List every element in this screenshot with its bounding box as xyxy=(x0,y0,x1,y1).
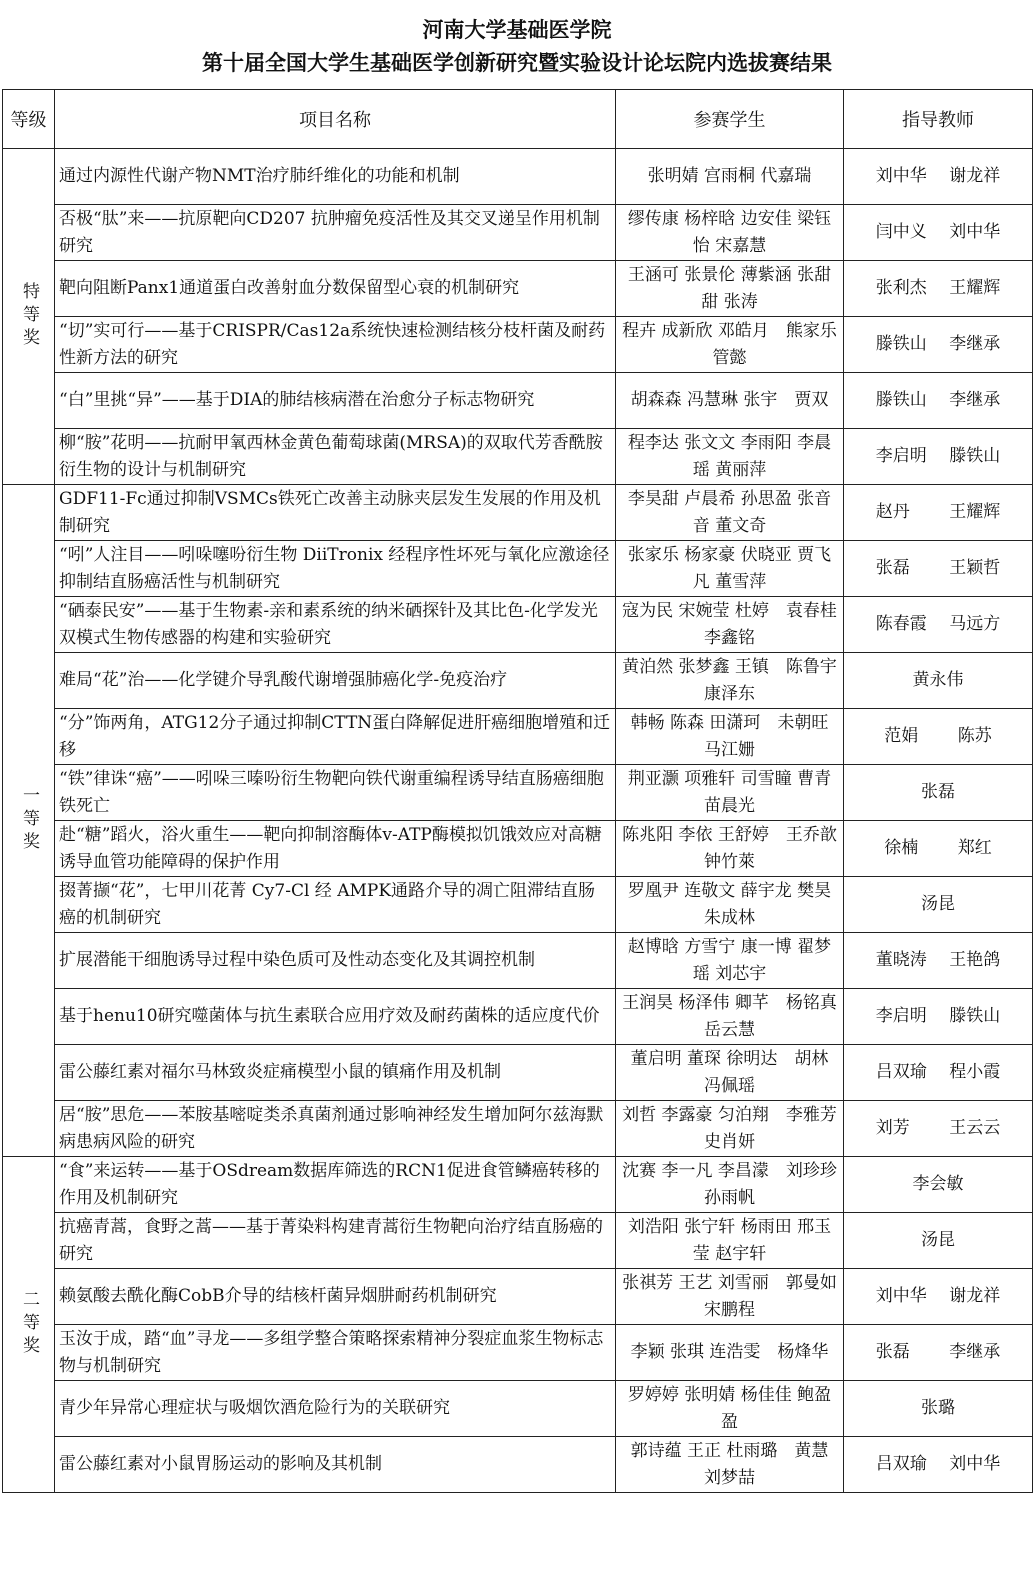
students-cell: 董启明 董琛 徐明达 胡林 冯佩瑶 xyxy=(616,1045,844,1101)
table-row xyxy=(3,989,1033,1045)
project-cell: 柳“胺”花明——抗耐甲氧西林金黄色葡萄球菌(MRSA)的双取代芳香酰胺衍生物的设计与机制研究 xyxy=(55,429,616,485)
teachers-cell: 张磊 李继承 xyxy=(844,1325,1033,1381)
results-body xyxy=(3,149,1033,1493)
project-cell: 玉汝于成，踏“血”寻龙——多组学整合策略探索精神分裂症血浆生物标志物与机制研究 xyxy=(55,1325,616,1381)
grade-label: 一等奖 xyxy=(3,485,55,1157)
header-row xyxy=(3,90,1033,149)
table-row xyxy=(3,1045,1033,1101)
teachers-cell: 黄永伟 xyxy=(844,653,1033,709)
project-cell: 抗癌青蒿，食野之蒿——基于菁染料构建青蒿衍生物靶向治疗结直肠癌的研究 xyxy=(55,1213,616,1269)
teachers-cell: 张璐 xyxy=(844,1381,1033,1437)
teachers-cell: 汤昆 xyxy=(844,877,1033,933)
students-cell: 李颖 张琪 连浩雯 杨烽华 xyxy=(616,1325,844,1381)
table-row xyxy=(3,205,1033,261)
students-cell: 陈兆阳 李依 王舒婷 王乔歆 钟竹萊 xyxy=(616,821,844,877)
teachers-cell: 刘中华 谢龙祥 xyxy=(844,149,1033,205)
students-cell: 荆亚灏 项雅轩 司雪瞳 曹青 苗晨光 xyxy=(616,765,844,821)
students-cell: 王涵可 张景伦 薄紫涵 张甜甜 张涛 xyxy=(616,261,844,317)
teachers-cell: 徐楠 郑红 xyxy=(844,821,1033,877)
header-grade: 等级 xyxy=(3,90,55,149)
table-row xyxy=(3,373,1033,429)
project-cell: “切”实可行——基于CRISPR/Cas12a系统快速检测结核分枝杆菌及耐药性新方法的研究 xyxy=(55,317,616,373)
header-students: 参赛学生 xyxy=(616,90,844,149)
grade-label: 二等奖 xyxy=(3,1157,55,1493)
students-cell: 王润昊 杨泽伟 卿芊 杨铭真 岳云慧 xyxy=(616,989,844,1045)
students-cell: 赵博晗 方雪宁 康一博 翟梦瑶 刘芯宇 xyxy=(616,933,844,989)
table-row xyxy=(3,541,1033,597)
teachers-cell: 张利杰 王耀辉 xyxy=(844,261,1033,317)
header-teachers: 指导教师 xyxy=(844,90,1033,149)
teachers-cell: 吕双瑜 刘中华 xyxy=(844,1437,1033,1493)
teachers-cell: 董晓涛 王艳鸽 xyxy=(844,933,1033,989)
table-row xyxy=(3,429,1033,485)
project-cell: 靶向阻断Panx1通道蛋白改善射血分数保留型心衰的机制研究 xyxy=(55,261,616,317)
table-row xyxy=(3,1381,1033,1437)
table-row xyxy=(3,1157,1033,1213)
students-cell: 胡森森 冯慧琳 张宇 贾双 xyxy=(616,373,844,429)
students-cell: 张明婧 宫雨桐 代嘉瑞 xyxy=(616,149,844,205)
students-cell: 李昊甜 卢晨希 孙思盈 张音音 董文奇 xyxy=(616,485,844,541)
students-cell: 韩畅 陈森 田潇珂 未朝旺 马江姗 xyxy=(616,709,844,765)
students-cell: 罗婷婷 张明婧 杨佳佳 鲍盈盈 xyxy=(616,1381,844,1437)
table-row xyxy=(3,765,1033,821)
project-cell: 基于henu10研究噬菌体与抗生素联合应用疗效及耐药菌株的适应度代价 xyxy=(55,989,616,1045)
project-cell: 否极“肽”来——抗原靶向CD207 抗肿瘤免疫活性及其交叉递呈作用机制研究 xyxy=(55,205,616,261)
table-row xyxy=(3,821,1033,877)
students-cell: 罗凰尹 连敬文 薛宇龙 樊昊 朱成林 xyxy=(616,877,844,933)
project-cell: 青少年异常心理症状与吸烟饮酒危险行为的关联研究 xyxy=(55,1381,616,1437)
students-cell: 程李达 张文文 李雨阳 李晨瑶 黄丽萍 xyxy=(616,429,844,485)
project-cell: “白”里挑“异”——基于DIA的肺结核病潜在治愈分子标志物研究 xyxy=(55,373,616,429)
table-row xyxy=(3,933,1033,989)
students-cell: 刘浩阳 张宁轩 杨雨田 邢玉莹 赵宇轩 xyxy=(616,1213,844,1269)
teachers-cell: 刘芳 王云云 xyxy=(844,1101,1033,1157)
project-cell: 通过内源性代谢产物NMT治疗肺纤维化的功能和机制 xyxy=(55,149,616,205)
students-cell: 刘哲 李露豪 匀泊翔 李雅芳 史肖妍 xyxy=(616,1101,844,1157)
table-row xyxy=(3,261,1033,317)
teachers-cell: 赵丹 王耀辉 xyxy=(844,485,1033,541)
table-row xyxy=(3,485,1033,541)
table-row xyxy=(3,1213,1033,1269)
teachers-cell: 滕铁山 李继承 xyxy=(844,317,1033,373)
teachers-cell: 刘中华 谢龙祥 xyxy=(844,1269,1033,1325)
project-cell: 扩展潜能干细胞诱导过程中染色质可及性动态变化及其调控机制 xyxy=(55,933,616,989)
table-row xyxy=(3,149,1033,205)
table-row xyxy=(3,597,1033,653)
project-cell: 赖氨酸去酰化酶CobB介导的结核杆菌异烟肼耐药机制研究 xyxy=(55,1269,616,1325)
teachers-cell: 滕铁山 李继承 xyxy=(844,373,1033,429)
students-cell: 程卉 成新欣 邓皓月 熊家乐 管懿 xyxy=(616,317,844,373)
project-cell: 掇菁撷“花”，七甲川花菁 Cy7-Cl 经 AMPK通路介导的凋亡阻滞结直肠癌的机制研究 xyxy=(55,877,616,933)
project-cell: “硒泰民安”——基于生物素-亲和素系统的纳米硒探针及其比色-化学发光双模式生物传感器的构建和实验研究 xyxy=(55,597,616,653)
students-cell: 张祺芳 王艺 刘雪丽 郭曼如 宋鹏程 xyxy=(616,1269,844,1325)
project-cell: 雷公藤红素对福尔马林致炎症痛模型小鼠的镇痛作用及机制 xyxy=(55,1045,616,1101)
results-table xyxy=(2,89,1033,1493)
teachers-cell: 李会敏 xyxy=(844,1157,1033,1213)
teachers-cell: 李启明 滕铁山 xyxy=(844,989,1033,1045)
students-cell: 郭诗蕴 王正 杜雨璐 黄慧 刘梦喆 xyxy=(616,1437,844,1493)
table-row xyxy=(3,1437,1033,1493)
students-cell: 黄泊然 张梦鑫 王镇 陈鲁宇 康泽东 xyxy=(616,653,844,709)
table-row xyxy=(3,653,1033,709)
teachers-cell: 闫中义 刘中华 xyxy=(844,205,1033,261)
students-cell: 张家乐 杨家豪 伏晓亚 贾飞凡 董雪萍 xyxy=(616,541,844,597)
teachers-cell: 汤昆 xyxy=(844,1213,1033,1269)
grade-label: 特等奖 xyxy=(3,149,55,485)
students-cell: 寇为民 宋婉莹 杜婷 袁春桂 李鑫铭 xyxy=(616,597,844,653)
project-cell: “食”来运转——基于OSdream数据库筛选的RCN1促进食管鳞癌转移的作用及机制研究 xyxy=(55,1157,616,1213)
project-cell: 居“胺”思危——苯胺基嘧啶类杀真菌剂通过影响神经发生增加阿尔兹海默病患病风险的研究 xyxy=(55,1101,616,1157)
teachers-cell: 张磊 王颖哲 xyxy=(844,541,1033,597)
project-cell: “分”饰两角，ATG12分子通过抑制CTTN蛋白降解促进肝癌细胞增殖和迁移 xyxy=(55,709,616,765)
project-cell: 赴“糖”蹈火，浴火重生——靶向抑制溶酶体v-ATP酶模拟饥饿效应对高糖诱导血管功能障碍的保护作用 xyxy=(55,821,616,877)
teachers-cell: 李启明 滕铁山 xyxy=(844,429,1033,485)
teachers-cell: 吕双瑜 程小霞 xyxy=(844,1045,1033,1101)
table-row xyxy=(3,877,1033,933)
table-row xyxy=(3,317,1033,373)
project-cell: 难局“花”治——化学键介导乳酸代谢增强肺癌化学-免疫治疗 xyxy=(55,653,616,709)
teachers-cell: 陈春霞 马远方 xyxy=(844,597,1033,653)
teachers-cell: 范娟 陈苏 xyxy=(844,709,1033,765)
project-cell: “吲”人注目——吲哚噻吩衍生物 DiiTronix 经程序性坏死与氧化应激途径抑制结直肠癌活性与机制研究 xyxy=(55,541,616,597)
project-cell: 雷公藤红素对小鼠胃肠运动的影响及其机制 xyxy=(55,1437,616,1493)
title-school: 河南大学基础医学院 xyxy=(422,17,612,42)
header-project: 项目名称 xyxy=(55,90,616,149)
table-row xyxy=(3,709,1033,765)
project-cell: “铁”律诛“癌”——吲哚三嗪吩衍生物靶向铁代谢重编程诱导结直肠癌细胞铁死亡 xyxy=(55,765,616,821)
project-cell: GDF11-Fc通过抑制VSMCs铁死亡改善主动脉夹层发生发展的作用及机制研究 xyxy=(55,485,616,541)
students-cell: 沈赛 李一凡 李昌濛 刘珍珍 孙雨帆 xyxy=(616,1157,844,1213)
table-row xyxy=(3,1269,1033,1325)
table-row xyxy=(3,1325,1033,1381)
title-competition: 第十届全国大学生基础医学创新研究暨实验设计论坛院内选拔赛结果 xyxy=(202,50,832,75)
table-row xyxy=(3,1101,1033,1157)
students-cell: 缪传康 杨梓晗 边安佳 梁钰怡 宋嘉慧 xyxy=(616,205,844,261)
teachers-cell: 张磊 xyxy=(844,765,1033,821)
